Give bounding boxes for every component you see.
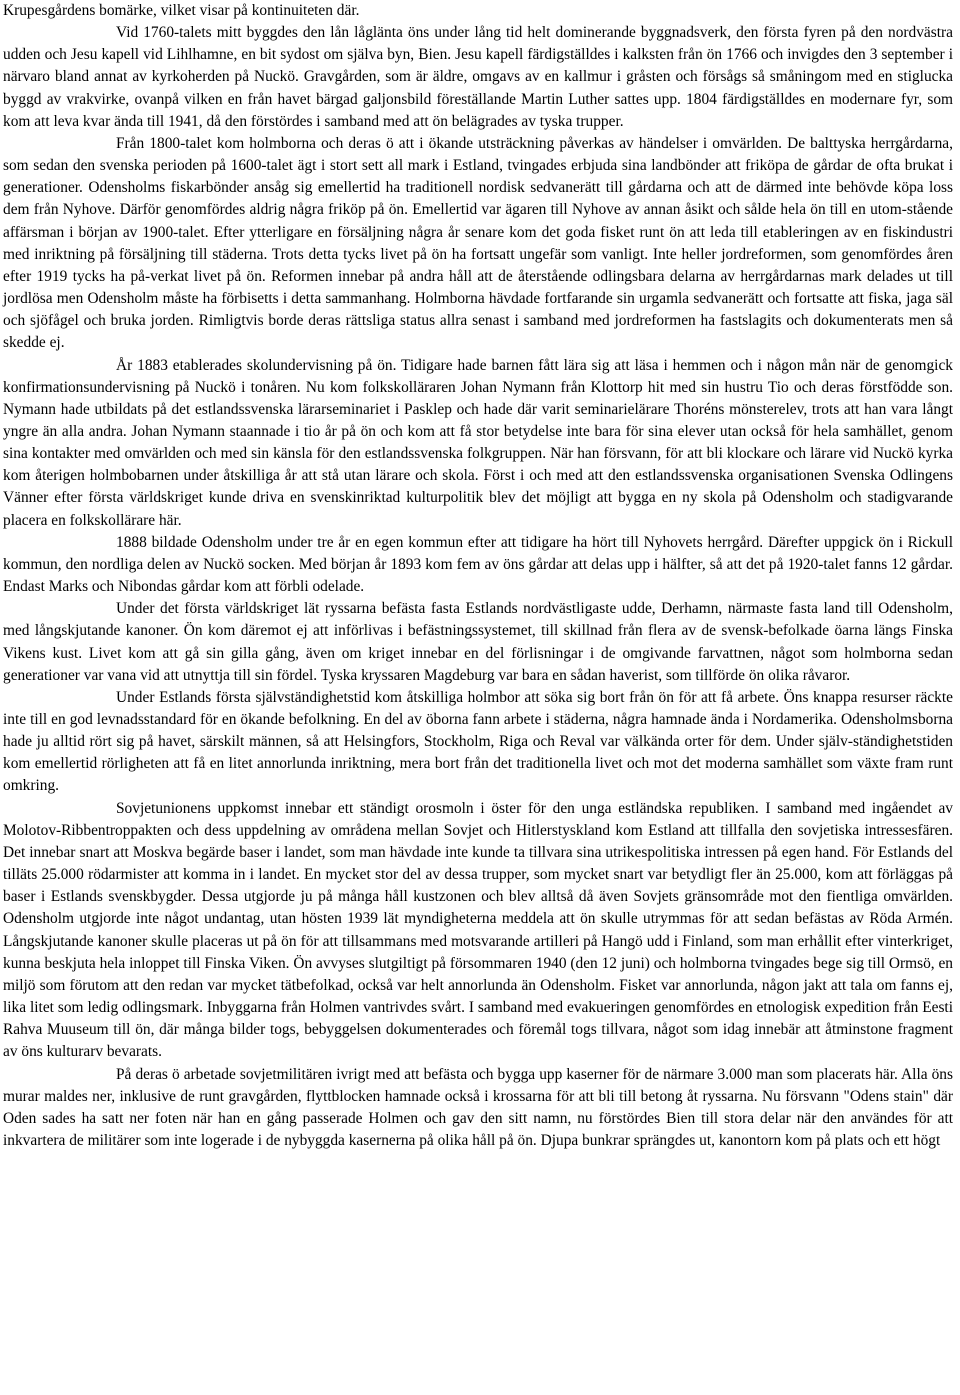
paragraph-1800s-land-rights: Från 1800-talet kom holmborna och deras ö att i ökande utsträckning påverkas av händelser i omvärlden. De balttyska herrgårdarna, som sedan den svenska perioden på 1600-talet ägt i stort sett all mark i Estland, tvingades erbjuda sina landbönder att friköpa de gårdar de ofta brukat i generationer. Odensholms fiskarbönder ansåg sig emellertid ha traditionell nordisk sedvanerätt till gårdarna och att de därmed inte behövde köpa loss dem från Nyhove. Därför genomfördes aldrig några friköp på ön. Emellertid var ägaren till Nyhove av annan åsikt och sålde hela ön till en utom-stående affärsman i början av 1900-talet. Efter ytterligare en försäljning några år senare kom det goda fisket runt ön att leda till etableringen av en fiskindustri med inriktning på försäljning till städerna. Trots detta tycks livet på ön ha fortsatt ungefär som vanligt. Inte heller jordreformen, som genomfördes åren efter 1919 tycks ha på-verkat livet på ön. Reformen innebar på andra håll att de återstående odlingsbara delarna av herrgårdarnas mark delades ut till jordlösa men Odensholm måste ha förbisetts i detta sammanhang. Holmborna hävdade fortfarande sin urgamla sedvanerätt och fortsatte att fiska, jaga säl och sjöfågel och bruka jorden. Rimligtvis borde deras rättsliga status allra senast i samband med jordreformen ha fastslagits och dokumenterats men så skedde ej. (3, 134, 953, 352)
paragraph-1760s-lighthouse-chapel: Vid 1760-talets mitt byggdes den lån låglänta öns under lång tid helt dominerande byggnadsverk, den första fyren på den nordvästra udden och Jesu kapell vid Lihlhamne, en bit sydost om själva byn, Bien. Jesu kapell färdigställdes i kalksten från ön 1766 och invigdes den 3 september i närvaro bland annat av kyrkoherden på Nuckö. Gravgården, som är äldre, omgavs av en kallmur i gråsten och försågs så småningom med en stiglucka byggd av vrakvirke, ovanpå vilken en från havet bärgad galjonsbild föreställande Martin Luther sattes upp. 1804 färdigställdes en modernare fyr, som kom att leva kvar ända till 1941, då den förstördes i samband med att ön belägrades av tyska trupper. (3, 24, 953, 130)
paragraph-independence-period: Under Estlands första självständighetstid kom åtskilliga holmbor att söka sig bort från ön för att få arbete. Öns knappa resurser räckte inte till en god levnadsstandard för en ökande befolkning. En del av öborna fann arbete i städerna, några hamnade ända i Nordamerika. Odensholmsborna hade ju alltid rört sig på havet, särskilt männen, så att Helsingfors, Stockholm, Riga och Reval var välkända orter för dem. Under själv-ständighetstiden kom emellertid rörligheten att få en litet annorlunda inriktning, mera bort från det traditionella livet och mot det moderna samhället som växte fram runt omkring. (3, 688, 953, 795)
paragraph-intro-line: Krupesgårdens bomärke, vilket visar på kontinuiteten där. (3, 2, 360, 19)
paragraph-1883-school: År 1883 etablerades skolundervisning på ön. Tidigare hade barnen fått lära sig att läsa i hemmen och i någon mån när de genomgick konfirmationsundervisning på Nuckö i tonåren. Nu kom folkskolläraren Johan Nymann från Klottorp hit med sin hustru Tio och deras förstfödde son. Nymann hade utbildats på det estlandssvenska lärarseminariet i Pasklep och hade där varit seminarielärare Thoréns mönsterelev, trots att han vara långt yngre än alla andra. Johan Nymann staannade i tio år på ön och kom att få stor betydelse inte bara för sina elever utan också för hela samhället, genom sina kontakter med omvärlden och med sin känsla för den estlandssvenska folkgruppen. När han försvann, för att bli klockare och lärare vid Nuckö kyrka kom återigen holmbobarnen under åtskilliga år att stå utan lärare och skola. Först i och med att den estlandssvenska organisationen Svenska Odlingens Vänner efter första världskriget kunde driva en svenskinriktad kulturpolitik blev det möjligt att bygga en ny skola på Odensholm och stadigvarande placera en folkskollärare här. (3, 356, 953, 529)
paragraph-soviet-union: Sovjetunionens uppkomst innebar ett ständigt orosmoln i öster för den unga estländska republiken. I samband med ingåendet av Molotov-Ribbentroppakten och dess uppdelning av områdena mellan Sovjet och Hitlerstyskland kom Estland att tillfalla den sovjetiska intressesfären. Det innebar snart att Moskva begärde baser i landet, som man hävdade inte kunde ta tillvara sina utrikespolitiska intressen på egen hand. För Estlands del tilläts 25.000 rödarmister att komma in i landet. En mycket stor del av dessa trupper, som mycket snart var betydligt fler än 25.000, kom att förläggas på baser i Estlands svenskbygder. Dessa utgjorde ju på många håll kustzonen och blev alltså då även Sovjets gränsområde mot den fientliga omvärlden. Odensholm utgjorde inte något undantag, utan hösten 1939 lät myndigheterna meddela att ön skulle utrymmas för att sedan befästas av Röda Armén. Långskjutande kanoner skulle placeras ut på ön för att tillsammans med motsvarande artilleri på Hangö udd i Finland, som man erhållit efter vinterkriget, kunna beskjuta hela inloppet till Finska Viken. Ön avvyses slutgiltigt på försommaren 1940 (den 12 juni) och holmborna tvingades bege sig till Ormsö, en miljö som förutom att den redan var mycket tätbefolkad, också var helt annorlunda än Odensholm. Fisket var annorlunda, någon jakt att tala om fanns ej, lika litet som ledig odlingsmark. Inbyggarna från Holmen vantrivdes svårt. I samband med evakueringen genomfördes en etnologisk expedition från Eesti Rahva Muuseum till ön, där många bilder togs, bebyggelsen dokumenterades och föremål togs tillvara, något som idag innebär att åtminstone fragment av öns kulturarv bevarats. (3, 799, 953, 1061)
paragraph-soviet-fortification: På deras ö arbetade sovjetmilitären ivrigt med att befästa och bygga upp kaserner för de närmare 3.000 man som placerats här. Alla öns murar maldes ner, inklusive de runt gravgården, flyttblocken hamnade också i krossarna för att bli till betong åt ryssarna. Nu försvann "Odens stain" där Oden sades ha satt ner foten när han en gång passerade Holmen och gav den sitt namn, nu förstördes Bien till stora delar när den användes för att inkvartera de militärer som inte logerade i de nybyggda kasernerna på olika håll på ön. Djupa bunkrar sprängdes ut, kanontorn kom på plats och ett högt (3, 1065, 953, 1149)
paragraph-first-world-war: Under det första världskriget lät ryssarna befästa fasta Estlands nordvästligaste udde, Derhamn, närmaste fasta land till Odensholm, med långskjutande kanoner. Ön kom däremot ej att införlivas i befästningssystemet, till skillnad från flera av de svensk-befolkade öarna längs Finska Vikens kust. Livet kom att gå sin gilla gång, även om kriget innebar en del förlisningar i de omgivande farvattnen, något som holmborna sedan generationer var vana vid att utnyttja till sin fördel. Tyska kryssaren Magdeburg var bara en sådan haverist, som tillförde ön olika råvaror. (3, 600, 953, 684)
paragraph-1888-municipality: 1888 bildade Odensholm under tre år en egen kommun efter att tidigare ha hört till Nyhovets herrgård. Därefter uppgick ön i Rickull kommun, den nordliga delen av Nuckö socken. Med början år 1893 kom fem av öns gårdar att delas upp i hälfter, så att det på 1920-talet fanns 12 gårdar. Endast Marks och Nibondas gårdar kom att förbli odelade. (3, 533, 953, 596)
document-page (3, 0, 953, 1152)
